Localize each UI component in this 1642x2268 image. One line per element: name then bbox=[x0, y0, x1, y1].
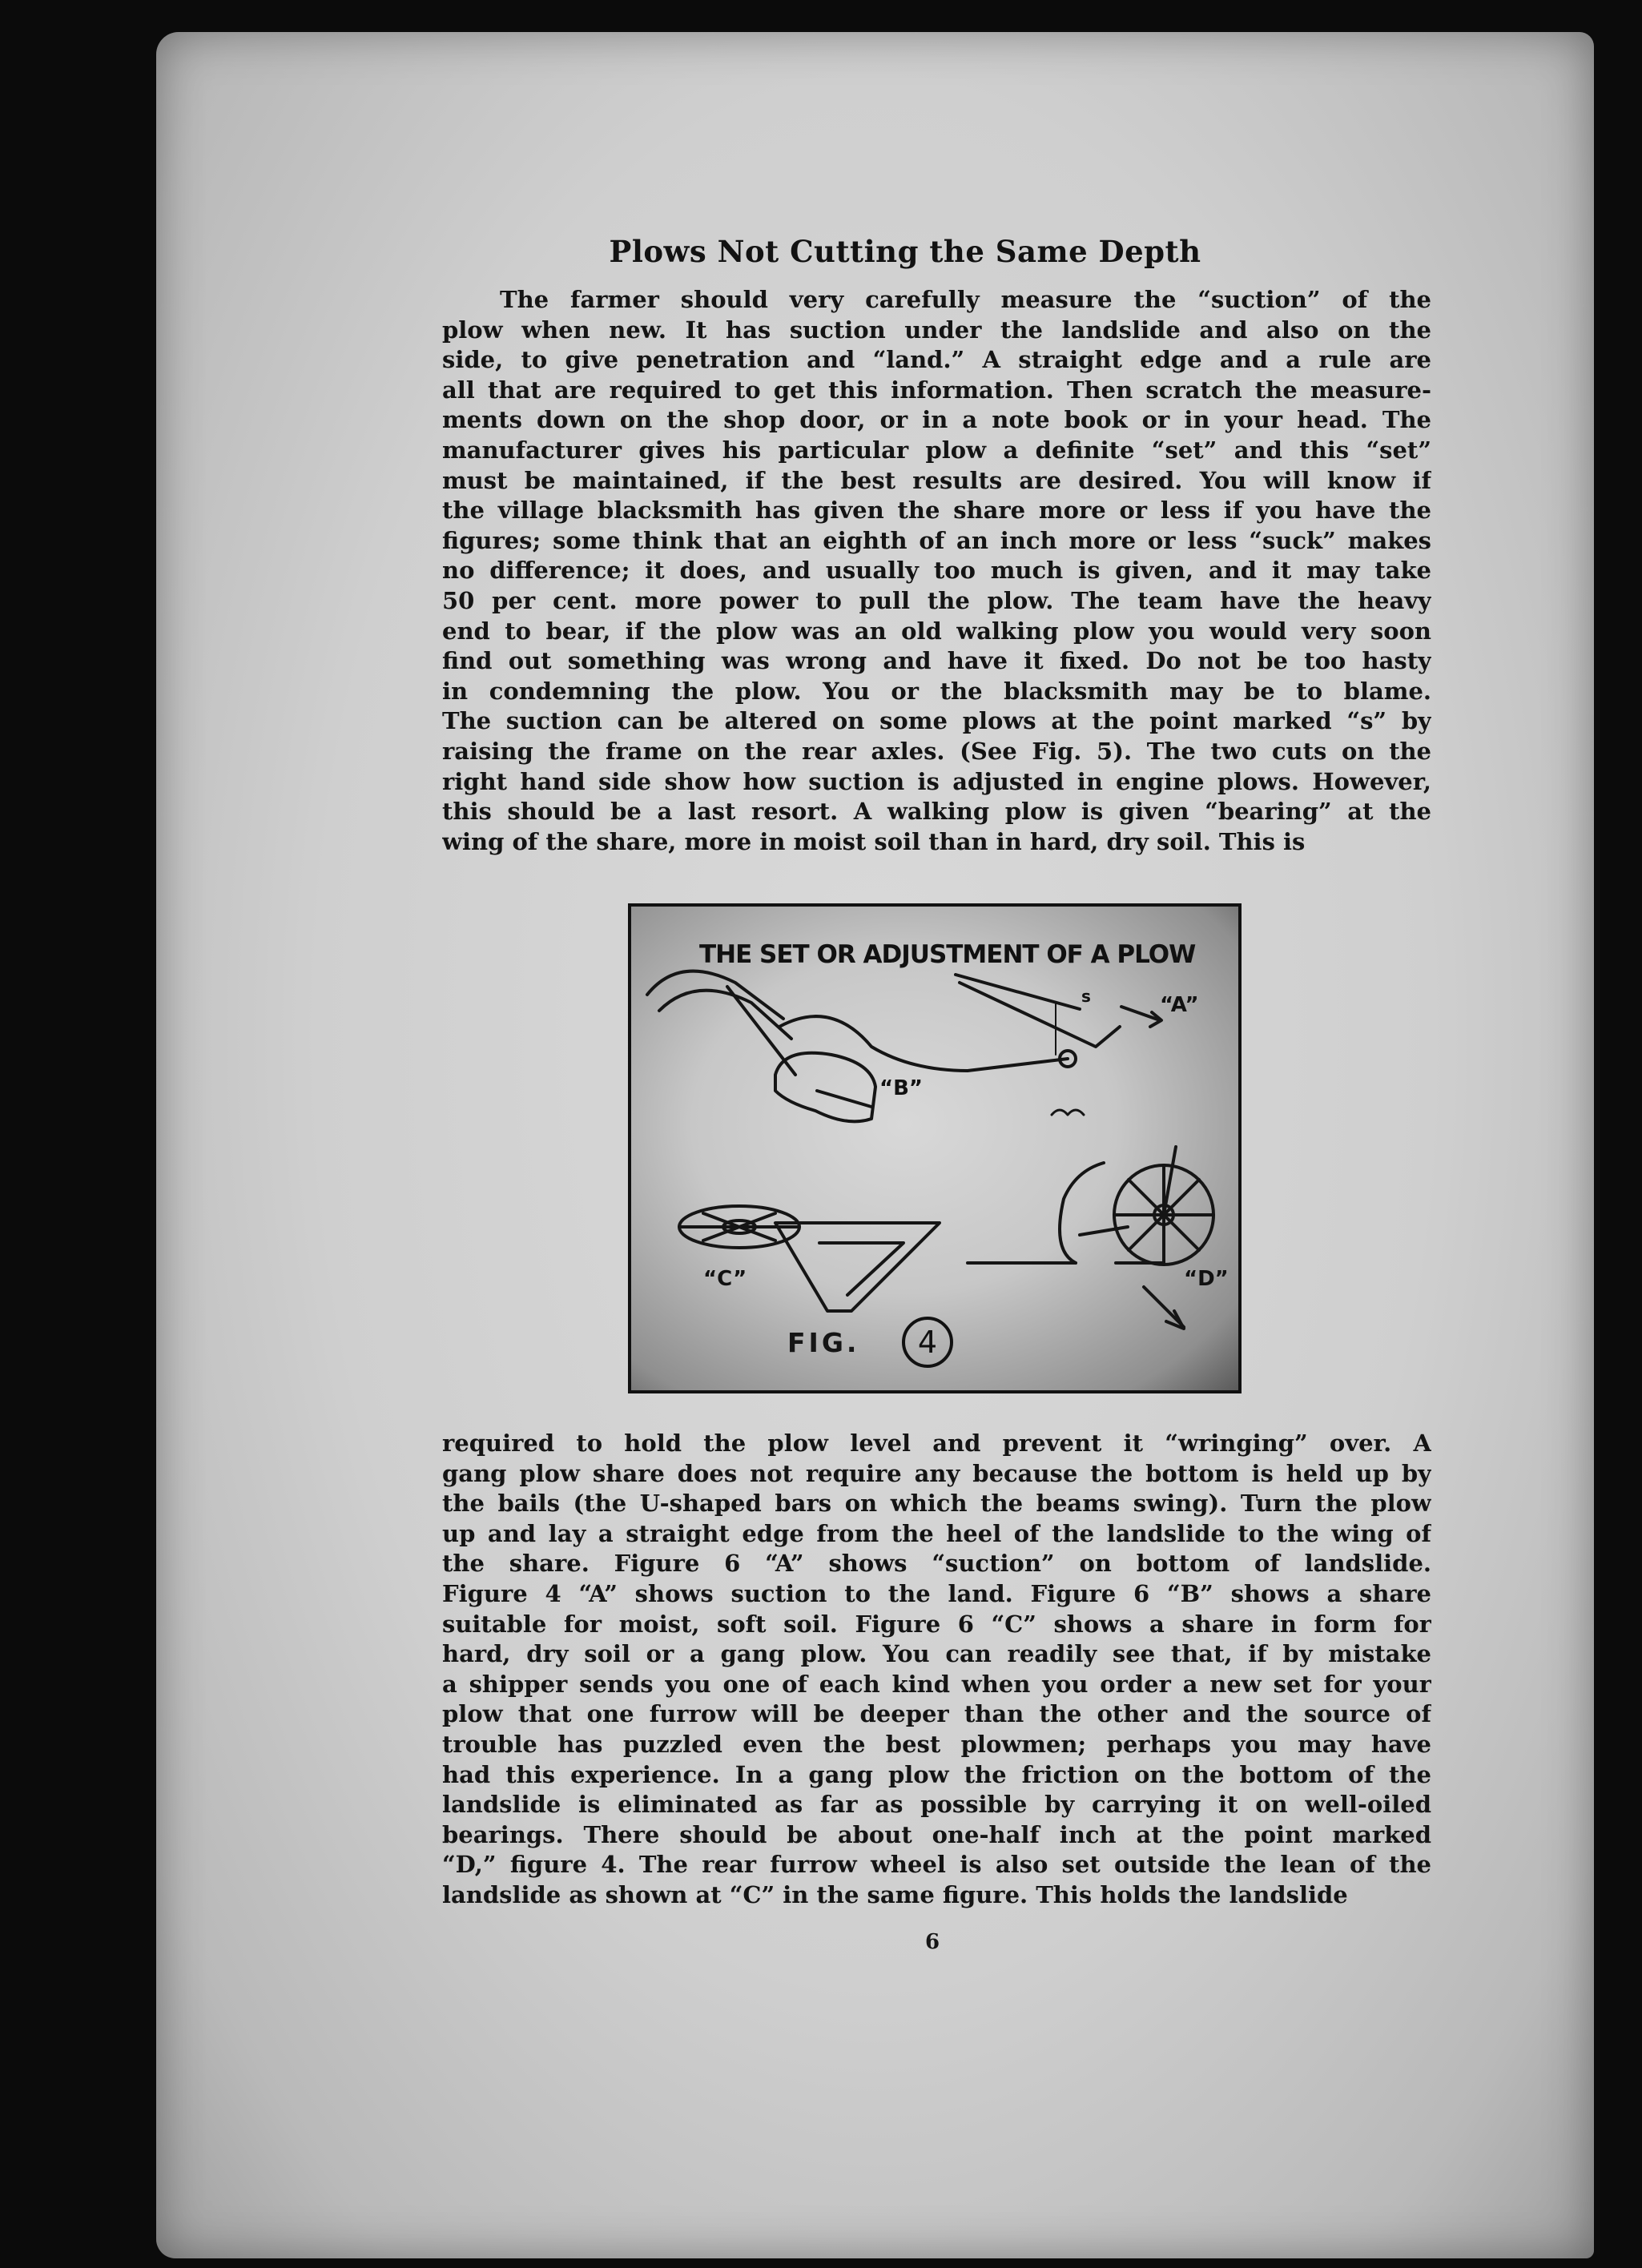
text-line: in condemning the plow. You or the blacksmith may be to blame. bbox=[442, 677, 1431, 705]
text-line: find out something was wrong and have it fixed. Do not be too hasty bbox=[442, 647, 1431, 675]
plow-handle-lower bbox=[659, 991, 791, 1039]
text-line: the share. Figure 6 “A” shows “suction” on bottom of landslide. bbox=[442, 1550, 1431, 1578]
share-c bbox=[775, 1223, 940, 1311]
text-line: figures; some think that an eighth of an inch more or less “suck” makes bbox=[442, 526, 1431, 554]
plow-moldboard bbox=[775, 1053, 875, 1122]
text-line: right hand side show how suction is adjusted in engine plows. However, bbox=[442, 767, 1431, 795]
text-line: hard, dry soil or a gang plow. You can readily see that, if by mistake bbox=[442, 1640, 1431, 1668]
text-line: manufacturer gives his particular plow a definite “set” and this “set” bbox=[442, 436, 1431, 464]
figure-label-s: s bbox=[1081, 987, 1091, 1006]
text-line: must be maintained, if the best results are desired. You will know if bbox=[442, 466, 1431, 494]
text-line: this should be a last resort. A walking plow is given “bearing” at the bbox=[442, 798, 1431, 826]
text-line: landslide as shown at “C” in the same figure. This holds the landslide bbox=[442, 1880, 1348, 1908]
text-line: the bails (the U-shaped bars on which the beams swing). Turn the plow bbox=[442, 1490, 1431, 1518]
text-line: The farmer should very carefully measure the “suction” of the bbox=[500, 286, 1431, 313]
figure-label-a: “A” bbox=[1160, 993, 1199, 1017]
figure-number: 4 bbox=[902, 1317, 953, 1368]
text-line: the village blacksmith has given the share more or less if you have the bbox=[442, 497, 1431, 525]
text-line: had this experience. In a gang plow the friction on the bottom of the bbox=[442, 1760, 1431, 1788]
text-line: 50 per cent. more power to pull the plow. The team have the heavy bbox=[442, 586, 1431, 614]
text-line: no difference; it does, and usually too much is given, and it may take bbox=[442, 557, 1431, 585]
text-line: required to hold the plow level and prevent it “wringing” over. A bbox=[442, 1430, 1431, 1457]
plow-share-edge bbox=[817, 1091, 871, 1107]
figure-label-d: “D” bbox=[1184, 1267, 1229, 1291]
engine-plow-moldboard bbox=[1060, 1163, 1104, 1263]
text-line: plow that one furrow will be deeper than the other and the source of bbox=[442, 1700, 1431, 1728]
text-line: wing of the share, more in moist soil than in hard, dry soil. This is bbox=[442, 827, 1306, 855]
text-line: up and lay a straight edge from the heel of the landslide to the wing of bbox=[442, 1519, 1431, 1547]
text-line: a shipper sends you one of each kind when you order a new set for your bbox=[442, 1670, 1431, 1698]
text-line: plow when new. It has suction under the landslide and also on the bbox=[442, 316, 1431, 344]
text-line: The suction can be altered on some plows at the point marked “s” by bbox=[442, 707, 1431, 735]
text-line: gang plow share does not require any because the bottom is held up by bbox=[442, 1459, 1431, 1487]
figure-caption: FIG. bbox=[787, 1327, 860, 1358]
set-line-lower bbox=[960, 983, 1120, 1047]
paragraph-bottom bbox=[442, 1429, 1431, 1911]
text-line: bearings. There should be about one-half inch at the point marked bbox=[442, 1820, 1431, 1848]
text-line: trouble has puzzled even the best plowmen; perhaps you may have bbox=[442, 1730, 1431, 1758]
page-number: 6 bbox=[925, 1930, 940, 1954]
set-line-upper bbox=[956, 975, 1080, 1009]
figure-title: THE SET OR ADJUSTMENT OF A PLOW bbox=[699, 940, 1196, 969]
text-line: suitable for moist, soft soil. Figure 6 “C” shows a share in form for bbox=[442, 1610, 1431, 1638]
plow-beam bbox=[779, 1016, 1068, 1071]
text-line: ments down on the shop door, or in a note book or in your head. The bbox=[442, 406, 1431, 434]
text-line: landslide is eliminated as far as possible by carrying it on well-oiled bbox=[442, 1791, 1431, 1819]
text-line: end to bear, if the plow was an old walking plow you would very soon bbox=[442, 617, 1431, 645]
figure-label-b: “B” bbox=[879, 1076, 923, 1100]
text-line: raising the frame on the rear axles. (See Fig. 5). The two cuts on the bbox=[442, 737, 1431, 765]
text-line: “D,” figure 4. The rear furrow wheel is also set outside the lean of the bbox=[442, 1851, 1431, 1879]
text-line: side, to give penetration and “land.” A straight edge and a rule are bbox=[442, 346, 1431, 374]
section-title: Plows Not Cutting the Same Depth bbox=[609, 234, 1201, 269]
figure-label-c: “C” bbox=[703, 1267, 747, 1291]
paragraph-top bbox=[442, 285, 1431, 857]
text-line: Figure 4 “A” shows suction to the land. Figure 6 “B” shows a share bbox=[442, 1579, 1431, 1607]
text-line: all that are required to get this information. Then scratch the measure- bbox=[442, 376, 1431, 404]
arrow-d bbox=[1144, 1287, 1184, 1327]
figure-plow-adjustment bbox=[628, 903, 1242, 1393]
